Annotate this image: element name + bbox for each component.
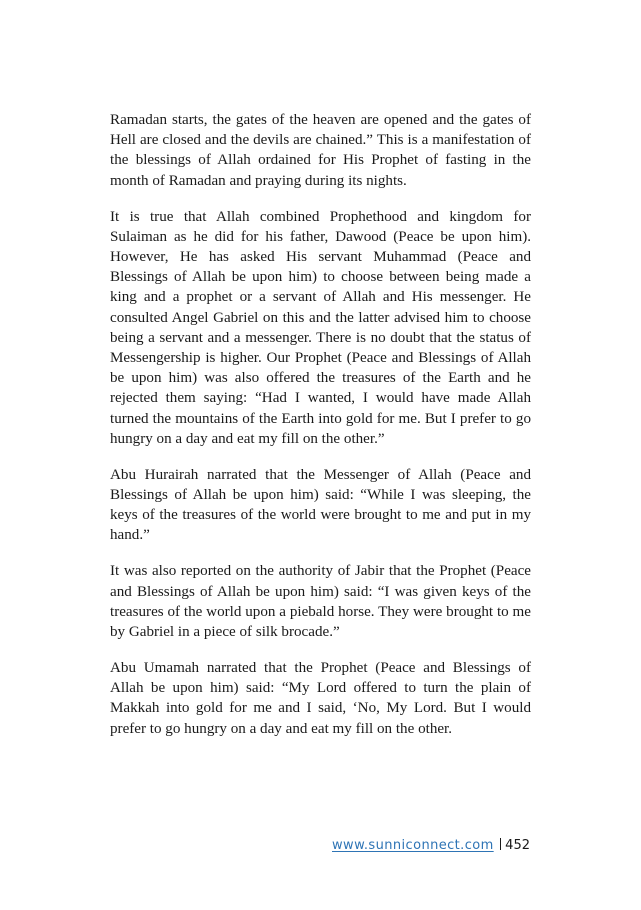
paragraph-abu-hurairah: Abu Hurairah narrated that the Messenger of Allah (Peace and Blessings of Allah be upon him) said: “While I was sleeping, the keys of the treasures of the world were brought to me and put in my hand.” — [110, 466, 531, 544]
website-link[interactable]: www.sunniconnect.com — [332, 838, 494, 853]
footer-separator — [500, 838, 502, 850]
paragraph-abu-umamah: Abu Umamah narrated that the Prophet (Peace and Blessings of Allah be upon him) said: “My Lord offered to turn the plain of Makkah into gold for me and I said, ‘No, My Lord. But I would prefer to go hungry on a day and eat my fill on the other. — [110, 660, 531, 737]
page-body-text — [110, 110, 531, 755]
page-number: 452 — [505, 838, 530, 853]
paragraph-prophethood-kingdom: It is true that Allah combined Prophethood and kingdom for Sulaiman as he did for his father, Dawood (Peace be upon him). However, He has asked His servant Muhammad (Peace and Blessings of Allah be upon him) to choose between being made a king and a prophet or a servant of Allah and His messenger. He consulted Angel Gabriel on this and the latter advised him to choose being a servant and a messenger. There is no doubt that the status of Messengership is higher. Our Prophet (Peace and Blessings of Allah be upon him) was also offered the treasures of the Earth and he rejected them saying: “Had I wanted, I would have made Allah turned the mountains of the Earth into gold for me. But I prefer to go hungry on a day and eat my fill on the other.” — [110, 208, 531, 447]
page-footer — [332, 838, 530, 854]
paragraph-jabir: It was also reported on the authority of Jabir that the Prophet (Peace and Blessings of Allah be upon him) said: “I was given keys of the treasures of the world upon a piebald horse. They were brought to me by Gabriel in a piece of silk brocade.” — [110, 563, 531, 641]
paragraph-ramadan-gates: Ramadan starts, the gates of the heaven are opened and the gates of Hell are closed and the devils are chained.” This is a manifestation of the blessings of Allah ordained for His Prophet of fasting in the month of Ramadan and praying during its nights. — [110, 112, 531, 189]
